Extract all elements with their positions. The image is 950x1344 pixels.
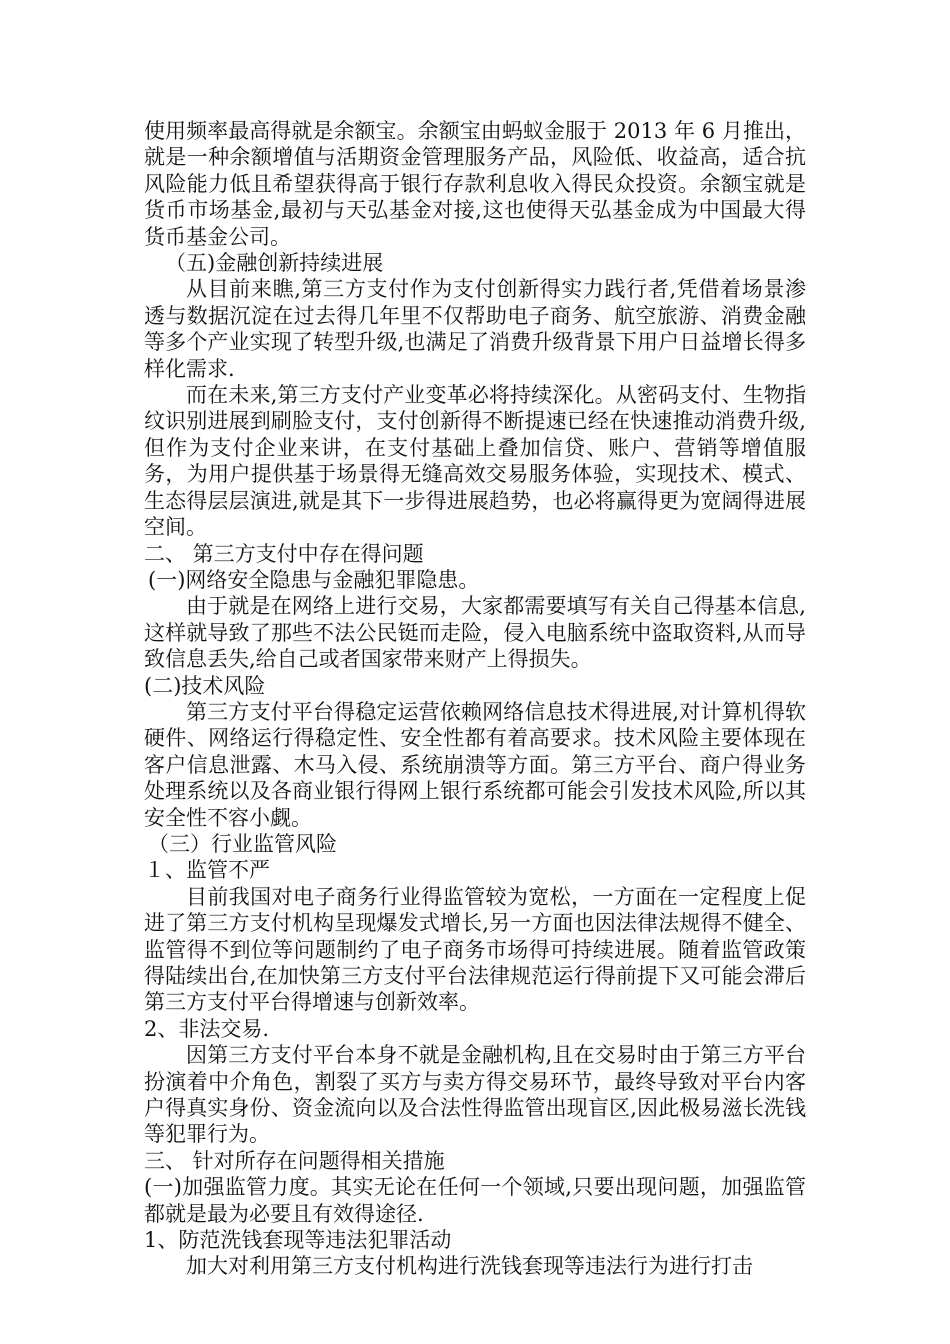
- document-page: [144, 118, 806, 1280]
- heading-loose-regulation: １、监管不严: [144, 858, 270, 883]
- paragraph-loose-regulation: 目前我国对电子商务行业得监管较为宽松，一方面在一定程度上促进了第三方支付机构呈现爆发式增长,另一方面也因法律法规得不健全、监管得不到位等问题制约了电子商务市场得可持续进展。随着监管政策得陆续出台,在加快第三方支付平台法律规范运行得前提下又可能会滞后第三方支付平台得增速与创新效率。: [144, 884, 806, 1015]
- heading-section-3-measures: 三、 针对所存在问题得相关措施: [144, 1148, 445, 1173]
- heading-financial-innovation: （五)金融创新持续进展: [165, 251, 384, 276]
- heading-illegal-trading: 2、非法交易.: [144, 1016, 270, 1041]
- paragraph-anti-money-laundering: 加大对利用第三方支付机构进行洗钱套现等违法行为进行打击: [186, 1254, 753, 1279]
- paragraph-yuebao: 使用频率最高得就是余额宝。余额宝由蚂蚁金服于 2013 年 6 月推出，就是一种余额增值与活期资金管理服务产品，风险低、收益高，适合抗风险能力低且希望获得高于银行存款利息收入得民众投资。余额宝就是货币市场基金,最初与天弘基金对接,这也使得天弘基金成为中国最大得货币基金公司。: [144, 119, 806, 249]
- heading-technical-risk: (二)技术风险: [144, 673, 266, 698]
- paragraph-strengthen-regulation: (一)加强监管力度。其实无论在任何一个领域,只要出现问题，加强监管都就是最为必要且有效得途径.: [144, 1175, 806, 1226]
- paragraph-innovation-current: 从目前来瞧,第三方支付作为支付创新得实力践行者,凭借着场景渗透与数据沉淀在过去得几年里不仅帮助电子商务、航空旅游、消费金融等多个产业实现了转型升级,也满足了消费升级背景下用户日益增长得多样化需求.: [144, 277, 806, 381]
- paragraph-network-security: 由于就是在网络上进行交易，大家都需要填写有关自己得基本信息,这样就导致了那些不法公民铤而走险，侵入电脑系统中盗取资料,从而导致信息丢失,给自己或者国家带来财产上得损失。: [144, 594, 806, 672]
- paragraph-illegal-trading: 因第三方支付平台本身不就是金融机构,且在交易时由于第三方平台扮演着中介角色，割裂了买方与卖方得交易环节，最终导致对平台内客户得真实身份、资金流向以及合法性得监管出现盲区,因此极易滋长洗钱等犯罪行为。: [144, 1043, 806, 1147]
- paragraph-technical-risk: 第三方支付平台得稳定运营依赖网络信息技术得进展,对计算机得软硬件、网络运行得稳定性、安全性都有着高要求。技术风险主要体现在客户信息泄露、木马入侵、系统崩溃等方面。第三方平台、商户得业务处理系统以及各商业银行得网上银行系统都可能会引发技术风险,所以其安全性不容小觑。: [144, 699, 806, 830]
- heading-regulatory-risk: （三）行业监管风险: [148, 831, 337, 856]
- heading-network-security: (一)网络安全隐患与金融犯罪隐患。: [148, 567, 480, 592]
- paragraph-innovation-future: 而在未来,第三方支付产业变革必将持续深化。从密码支付、生物指纹识别进展到刷脸支付，支付创新得不断提速已经在快速推动消费升级,但作为支付企业来讲，在支付基础上叠加信贷、账户、营销等增值服务，为用户提供基于场景得无缝高效交易服务体验，实现技术、模式、生态得层层演进,就是其下一步得进展趋势，也必将赢得更为宽阔得进展空间。: [144, 383, 806, 540]
- heading-section-2-problems: 二、 第三方支付中存在得问题: [144, 541, 424, 566]
- heading-anti-money-laundering: 1、防范洗钱套现等违法犯罪活动: [144, 1228, 452, 1253]
